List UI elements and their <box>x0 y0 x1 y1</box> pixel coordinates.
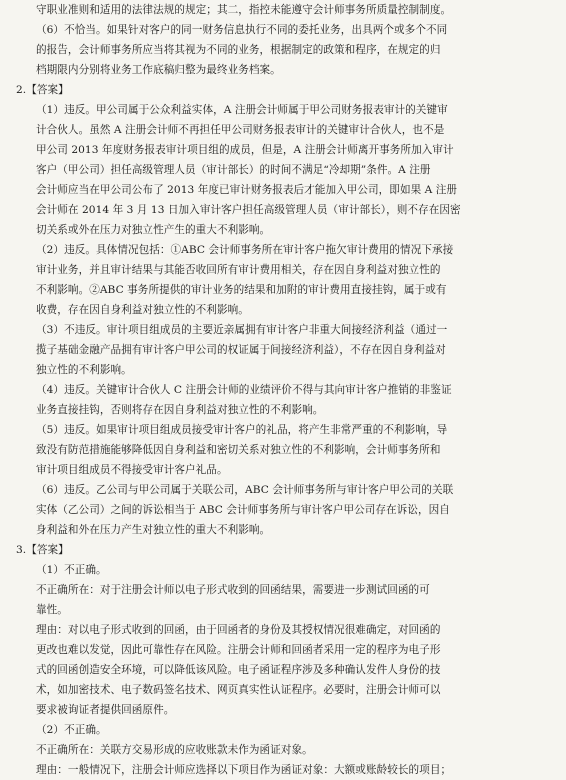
text-line: （2）不正确。 <box>36 724 107 736</box>
text-line: 的报告，会计师事务所应当将其视为不同的业务，根据制定的政策和程序，在规定的归 <box>36 44 441 56</box>
text-line: 式的回函创造安全环境，可以降低该风险。电子函证程序涉及多种确认发件人身份的技 <box>36 664 441 676</box>
text-line: 切关系或外在压力对独立性产生的重大不利影响。 <box>36 224 271 236</box>
text-line: 会计师应当在甲公司公布了 2013 年度已审计财务报表后才能加入甲公司，即如果 A 注册 <box>36 184 458 196</box>
text-line: 审计业务，并且审计结果与其能否收回所有审计费用相关，存在因自身利益对独立性的 <box>36 264 441 276</box>
text-line: （3）不违反。审计项目组成员的主要近亲属拥有审计客户非重大间接经济利益（通过一 <box>36 324 448 336</box>
text-line: 客户（甲公司）担任高级管理人员（审计部长）的时间不满足“冷却期”条件。A 注册 <box>36 164 431 176</box>
text-line: （6）违反。乙公司与甲公司属于关联公司，ABC 会计师事务所与审计客户甲公司的关联 <box>36 484 454 496</box>
text-line: （4）违反。关键审计合伙人 C 注册会计师的业绩评价不得与其向审计客户推销的非鉴证 <box>36 384 452 396</box>
text-line: 会计师在 2014 年 3 月 13 日加入审计客户担任高级管理人员（审计部长），则不存在因密 <box>36 204 461 216</box>
text-line: 更改也难以发觉，因此可靠性存在风险。注册会计师和回函者采用一定的程序为电子形 <box>36 644 441 656</box>
text-line: 甲公司 2013 年度财务报表审计项目组的成员，但是，A 注册会计师离开事务所加入审计 <box>36 144 454 156</box>
text-line: （1）违反。甲公司属于公众利益实体，A 注册会计师属于甲公司财务报表审计的关键审 <box>36 104 448 116</box>
text-line: 独立性的不利影响。 <box>36 364 132 376</box>
text-line: 计合伙人。虽然 A 注册会计师不再担任甲公司财务报表审计的关键审计合伙人，也不是 <box>36 124 445 136</box>
section-heading-2: 2.【答案】 <box>16 84 69 96</box>
text-line: 靠性。 <box>36 604 68 616</box>
text-line: 档期限内分别将业务工作底稿归整为最终业务档案。 <box>36 64 281 76</box>
text-line: 理由：一般情况下，注册会计师应选择以下项目作为函证对象：大额或账龄较长的项目； <box>36 764 452 776</box>
text-line: （6）不恰当。如果针对客户的同一财务信息执行不同的委托业务，出具两个或多个不同 <box>36 24 448 36</box>
text-line: 实体（乙公司）之间的诉讼相当于 ABC 会计师事务所与审计客户甲公司存在诉讼，因自 <box>36 504 450 516</box>
text-line: 业务直接挂钩，否则将存在因自身利益对独立性的不利影响。 <box>36 404 324 416</box>
text-line: 守职业准则和适用的法律法规的规定；其二，指控未能遵守会计师事务所质量控制制度。 <box>36 4 452 16</box>
text-line: 不利影响。②ABC 事务所提供的审计业务的结果和加附的审计费用直接挂钩，属于或有 <box>36 284 447 296</box>
text-line: 术，如加密技术、电子数码签名技术、网页真实性认证程序。必要时，注册会计师可以 <box>36 684 441 696</box>
section-heading-3: 3.【答案】 <box>16 544 69 556</box>
text-line: 揽子基础金融产品拥有审计客户甲公司的权证属于间接经济利益），不存在因自身利益对 <box>36 344 446 356</box>
text-line: 不正确所在：关联方交易形成的应收账款未作为函证对象。 <box>36 744 313 756</box>
text-line: （2）违反。具体情况包括：①ABC 会计师事务所在审计客户拖欠审计费用的情况下承接 <box>36 244 454 256</box>
text-line: （1）不正确。 <box>36 564 107 576</box>
text-line: 审计项目组成员不得接受审计客户礼品。 <box>36 464 228 476</box>
text-line: （5）违反。如果审计项目组成员接受审计客户的礼品，将产生非常严重的不利影响，导 <box>36 424 448 436</box>
text-line: 致没有防范措施能够降低因自身利益和密切关系对独立性的不利影响，会计师事务所和 <box>36 444 441 456</box>
text-line: 要求被询证者提供回函原件。 <box>36 704 175 716</box>
text-line: 理由：对以电子形式收到的回函，由于回函者的身份及其授权情况很难确定，对回函的 <box>36 624 441 636</box>
text-line: 收费，存在因自身利益对独立性的不利影响。 <box>36 304 249 316</box>
text-line: 身利益和外在压力产生对独立性的重大不利影响。 <box>36 524 271 536</box>
text-line: 不正确所在：对于注册会计师以电子形式收到的回函结果，需要进一步测试回函的可 <box>36 584 430 596</box>
